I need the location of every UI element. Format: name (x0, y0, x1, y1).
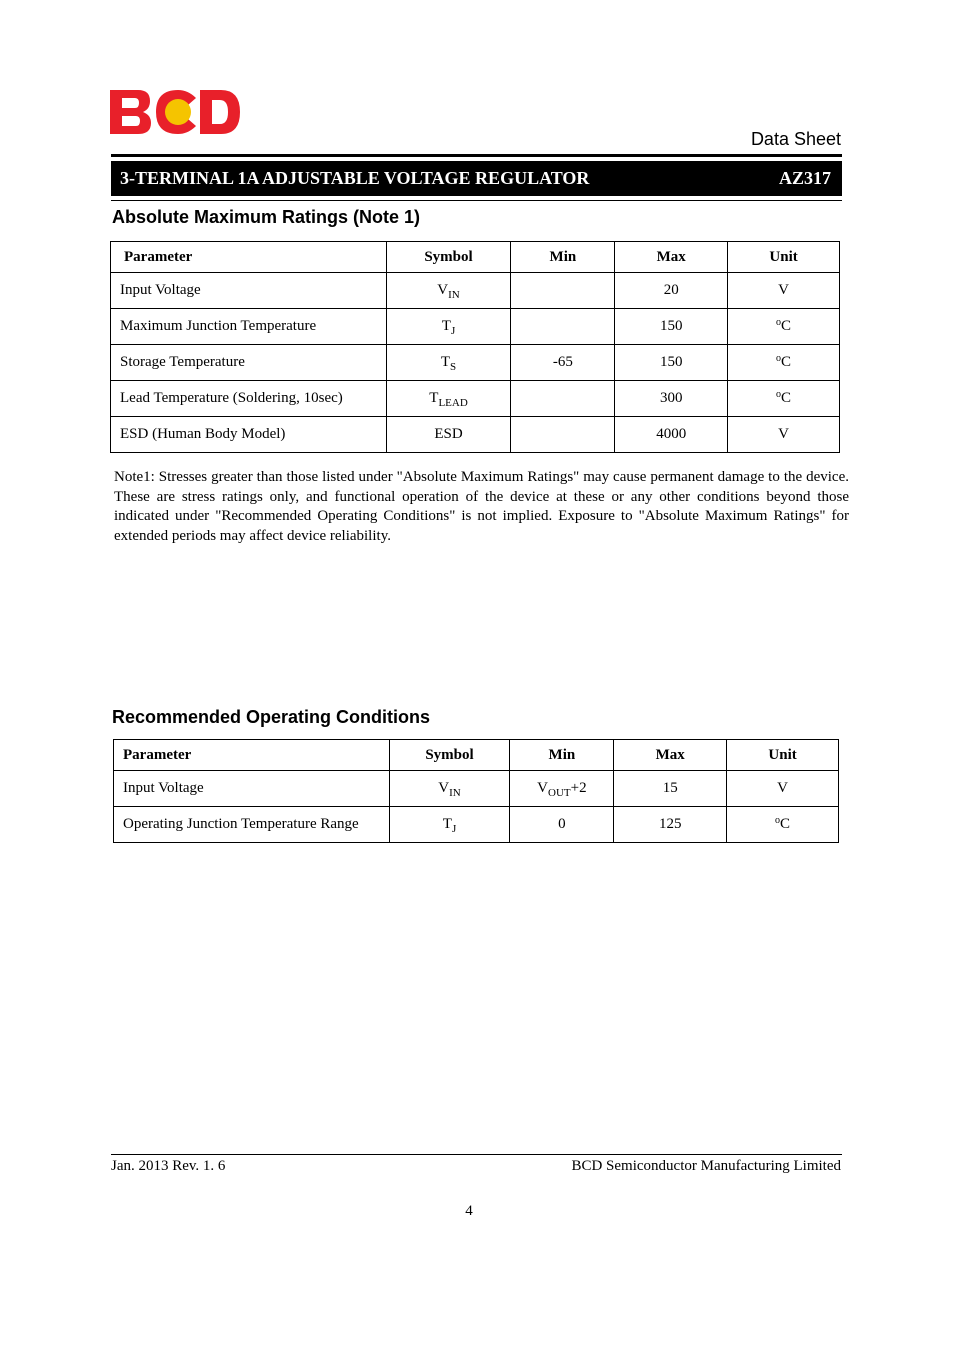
cell-min: $V_{OUT}+2$ (510, 771, 614, 807)
cell-unit: $^o$C (727, 807, 839, 843)
cell-parameter: Storage Temperature (111, 345, 387, 381)
cell-min: -65 (511, 345, 615, 381)
cell-unit: $^o$C (728, 345, 840, 381)
cell-unit: $^o$C (728, 309, 840, 345)
table-header-row (114, 740, 839, 771)
cell-max: 150 (615, 345, 728, 381)
title-bar (111, 161, 842, 196)
header-symbol: Symbol (386, 242, 511, 273)
document-title: 3-TERMINAL 1A ADJUSTABLE VOLTAGE REGULATOR (120, 168, 590, 188)
document-type-label: Data Sheet (750, 129, 841, 149)
cell-unit: $^o$C (728, 381, 840, 417)
note-1: Note1: Stresses greater than those listed under "Absolute Maximum Ratings" may cause permanent damage to the device. These are stress ratings only, and functional operation of the device at these or any other conditions beyond those indicated under "Recommended Operating Conditions" is not implied. Exposure to "Absolute Maximum Ratings" for extended periods may affect device reliability. (114, 469, 849, 544)
cell-min (511, 417, 615, 453)
title-underline (111, 200, 842, 201)
header-parameter: Parameter (114, 740, 390, 771)
cell-parameter: Input Voltage (114, 771, 390, 807)
table-row (111, 381, 840, 417)
table-row (111, 417, 840, 453)
table-row (111, 309, 840, 345)
cell-max: 150 (615, 309, 728, 345)
part-number: AZ317 (778, 168, 831, 188)
cell-symbol: ESD (386, 417, 511, 453)
cell-max: 20 (615, 273, 728, 309)
cell-parameter: Lead Temperature (Soldering, 10sec) (111, 381, 387, 417)
bcd-logo (108, 88, 242, 136)
rec-op-title: Recommended Operating Conditions (112, 707, 431, 727)
header-rule (111, 154, 842, 157)
header-max: Max (615, 242, 728, 273)
table-row (114, 807, 839, 843)
header-unit: Unit (727, 740, 839, 771)
cell-min: 0 (510, 807, 614, 843)
cell-unit: V (728, 273, 840, 309)
header-min: Min (511, 242, 615, 273)
table-row (114, 771, 839, 807)
header-min: Min (510, 740, 614, 771)
header-max: Max (614, 740, 727, 771)
cell-max: 15 (614, 771, 727, 807)
cell-max: 125 (614, 807, 727, 843)
page-number: 4 (465, 1203, 473, 1219)
cell-min (511, 309, 615, 345)
footer-rule (111, 1154, 842, 1155)
cell-unit: V (728, 417, 840, 453)
cell-parameter: ESD (Human Body Model) (111, 417, 387, 453)
cell-symbol: $V_{IN}$ (389, 771, 510, 807)
cell-symbol: $V_{IN}$ (386, 273, 511, 309)
cell-min (511, 273, 615, 309)
cell-max: 4000 (615, 417, 728, 453)
cell-parameter: Input Voltage (111, 273, 387, 309)
cell-symbol: $T_S$ (386, 345, 511, 381)
cell-max: 300 (615, 381, 728, 417)
cell-parameter: Operating Junction Temperature Range (114, 807, 390, 843)
header-unit: Unit (728, 242, 840, 273)
rec-op-table (113, 739, 839, 843)
cell-symbol: $T_{LEAD}$ (386, 381, 511, 417)
header-parameter: Parameter (111, 242, 387, 273)
cell-min (511, 381, 615, 417)
footer-company: BCD Semiconductor Manufacturing Limited (571, 1158, 841, 1174)
cell-symbol: $T_J$ (386, 309, 511, 345)
abs-max-table (110, 241, 840, 453)
table-row (111, 273, 840, 309)
cell-parameter: Maximum Junction Temperature (111, 309, 387, 345)
abs-max-title: Absolute Maximum Ratings (Note 1) (112, 207, 421, 227)
table-row (111, 345, 840, 381)
cell-symbol: $T_J$ (389, 807, 510, 843)
header-symbol: Symbol (389, 740, 510, 771)
table-header-row (111, 242, 840, 273)
cell-unit: V (727, 771, 839, 807)
footer-date-revision: Jan. 2013 Rev. 1. 6 (111, 1158, 226, 1174)
